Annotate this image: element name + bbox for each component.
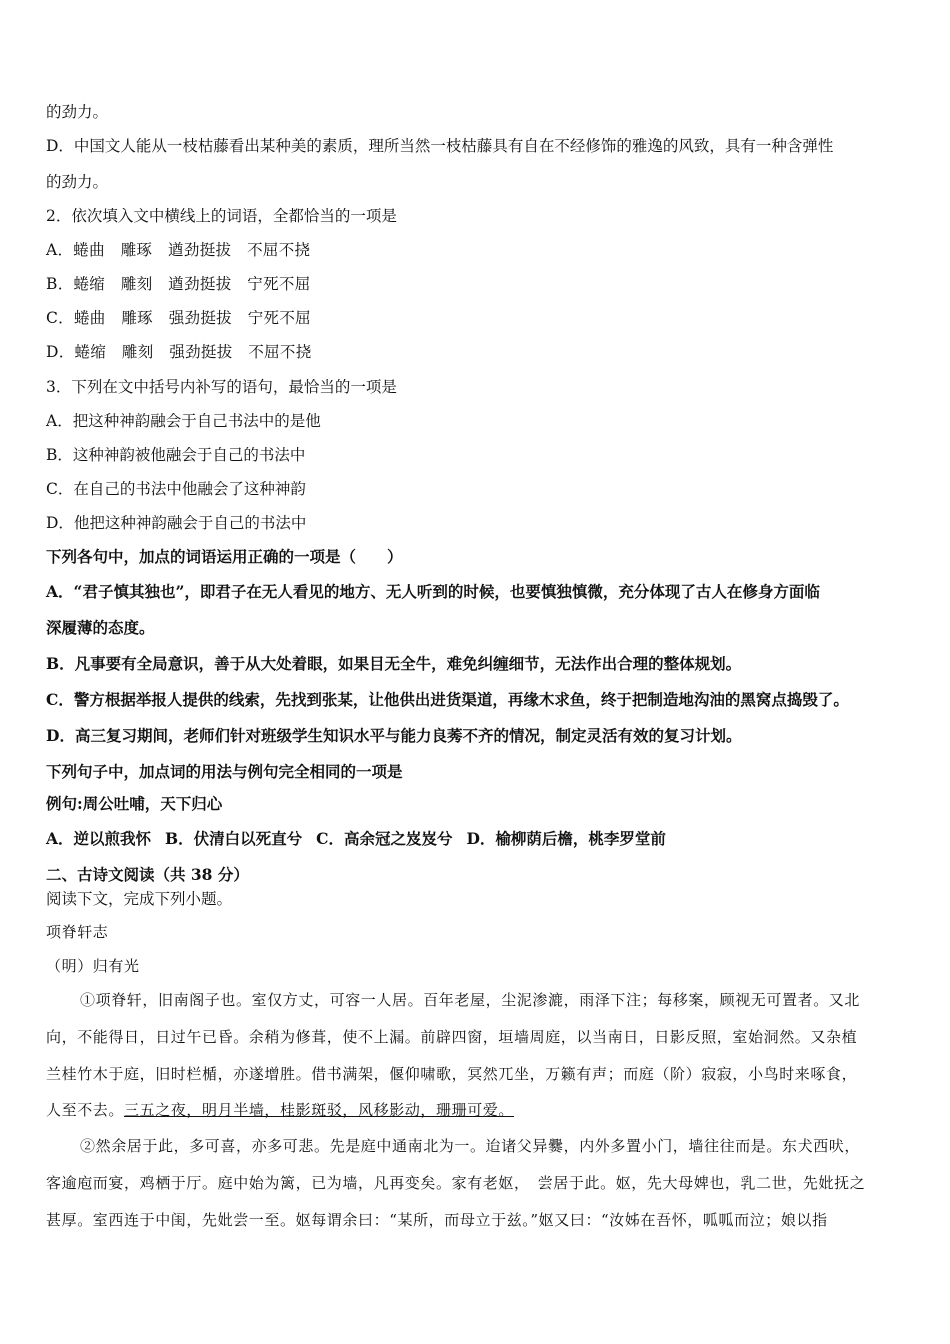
- passage-line: 向，不能得日，日过午已昏。余稍为修葺，使不上漏。前辟四窗，垣墙周庭，以当南日，日影反照，室始洞然。又杂植: [46, 1028, 858, 1046]
- question-4-option-c: C．警方根据举报人提供的线索，先找到张某，让他供出进货渠道，再缘木求鱼，终于把制造地沟油的黑窝点捣毁了。: [46, 690, 849, 709]
- question-5-option-b: B．伏清白以死直兮: [165, 829, 303, 848]
- passage-line: 客逾庖而宴，鸡栖于厅。庭中始为篱，已为墙，凡再变矣。家有老妪， 尝居于此。妪，先大母婢也，乳二世，先妣抚之: [46, 1174, 866, 1192]
- question-2-option-b: B．蜷缩 雕刻 遒劲挺拔 宁死不屈: [46, 275, 311, 293]
- question-2-stem: 2．依次填入文中横线上的词语，全都恰当的一项是: [46, 207, 397, 225]
- question-5-example: 例句:周公吐哺，天下归心: [46, 794, 223, 813]
- passage-line: ①项脊轩，旧南阁子也。室仅方丈，可容一人居。百年老屋，尘泥渗漉，雨泽下注；每移案，顾视无可置者。又北: [80, 991, 861, 1009]
- passage-title: 项脊轩志: [46, 923, 109, 941]
- passage-line: 兰桂竹木于庭，旧时栏楯，亦遂增胜。借书满架，偃仰啸歌，冥然兀坐，万籁有声；而庭（阶）寂寂，小鸟时来啄食，: [46, 1065, 858, 1083]
- section-heading: 二、古诗文阅读（共 38 分）: [46, 865, 249, 884]
- text-line: 的劲力。: [46, 103, 109, 121]
- question-4-option-a-cont: 深履薄的态度。: [46, 618, 155, 637]
- question-2-option-a: A．蜷曲 雕琢 遒劲挺拔 不屈不挠: [46, 241, 311, 259]
- question-5-option-c: C．高余冠之岌岌兮: [316, 829, 453, 848]
- question-5-option-d: D．榆柳荫后檐，桃李罗堂前: [466, 829, 666, 848]
- question-4-stem: 下列各句中，加点的词语运用正确的一项是（ ）: [46, 547, 403, 566]
- passage-line: [46, 1100, 514, 1120]
- question-3-option-c: C．在自己的书法中他融会了这种神韵: [46, 480, 306, 498]
- passage-line: 甚厚。室西连于中闺，先妣尝一至。妪每谓余曰：“某所，而母立于兹。”妪又曰：“汝姊在吾怀，呱呱而泣；娘以指: [46, 1211, 828, 1229]
- underlined-sentence: 三五之夜，明月半墙，桂影斑驳，风移影动，珊珊可爱。: [124, 1101, 515, 1119]
- question-3-stem: 3．下列在文中括号内补写的语句，最恰当的一项是: [46, 378, 397, 396]
- question-4-option-b: B．凡事要有全局意识，善于从大处着眼，如果目无全牛，难免纠缠细节，无法作出合理的整体规划。: [46, 654, 742, 673]
- question-3-option-b: B．这种神韵被他融会于自己的书法中: [46, 446, 306, 464]
- text-line: 的劲力。: [46, 173, 109, 191]
- section-instruction: 阅读下文，完成下列小题。: [46, 890, 233, 908]
- passage-text: 人至不去。: [46, 1101, 125, 1119]
- question-5-options: [46, 829, 666, 849]
- question-3-option-a: A．把这种神韵融会于自己书法中的是他: [46, 412, 321, 430]
- question-4-option-a: A．“君子慎其独也”，即君子在无人看见的地方、无人听到的时候，也要慎独慎微，充分体现了古人在修身方面临: [46, 582, 820, 601]
- question-4-option-d: D．高三复习期间，老师们针对班级学生知识水平与能力良莠不齐的情况，制定灵活有效的复习计划。: [46, 726, 742, 745]
- question-3-option-d: D．他把这种神韵融会于自己的书法中: [46, 514, 307, 532]
- question-5-option-a: A．逆以煎我怀: [46, 829, 152, 848]
- passage-line: ②然余居于此，多可喜，亦多可悲。先是庭中通南北为一。迨诸父异爨，内外多置小门，墙往往而是。东犬西吠，: [80, 1137, 861, 1155]
- question-2-option-d: D．蜷缩 雕刻 强劲挺拔 不屈不挠: [46, 343, 312, 361]
- passage-author: （明）归有光: [46, 957, 140, 975]
- question-5-stem: 下列句子中，加点词的用法与例句完全相同的一项是: [46, 762, 403, 781]
- question-2-option-c: C．蜷曲 雕琢 强劲挺拔 宁死不屈: [46, 309, 311, 327]
- text-line: D．中国文人能从一枝枯藤看出某种美的素质，理所当然一枝枯藤具有自在不经修饰的雅逸的风致，具有一种含弹性: [46, 137, 834, 155]
